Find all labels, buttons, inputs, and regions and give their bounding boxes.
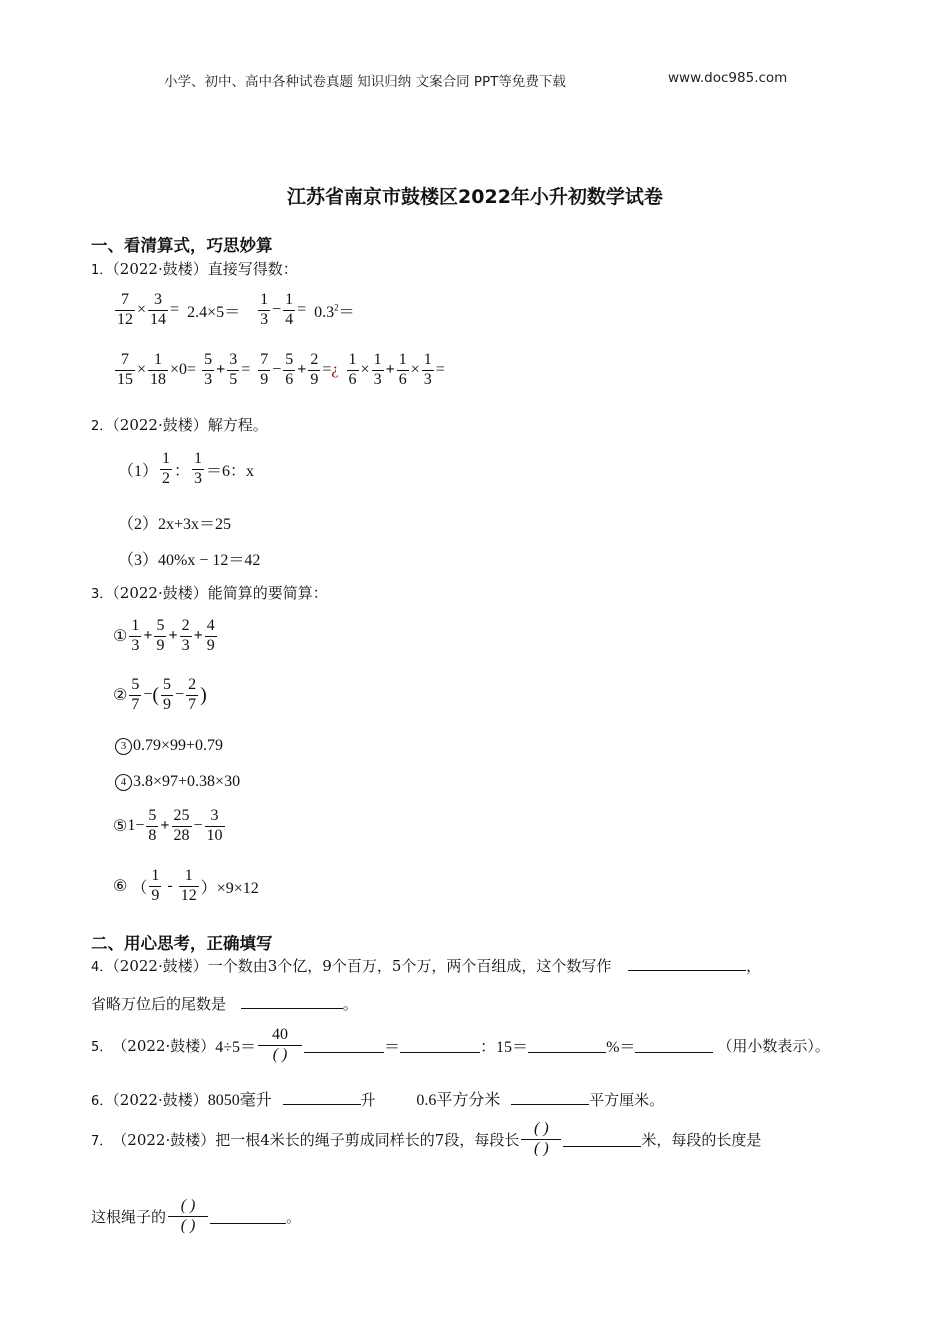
minus-sign: − [193,817,203,835]
question-text: 一个数由3个亿，9个百万，5个万，两个百组成，这个数写作 [207,957,612,975]
fraction: $\frac{3}{14}$ [150,291,167,328]
times-sign: × [137,361,147,379]
punctuation: ， [746,957,762,975]
question-3-prompt [91,582,328,603]
question-7 [91,1121,761,1158]
question-number: 2． [91,419,113,434]
item-marker: ⑥ [113,878,128,896]
fraction: $\frac{7}{9}$ [260,351,269,388]
error-glyph: ¿ [331,361,339,379]
fraction: $\frac{5}{8}$ [148,807,157,844]
question-text: 直接写得数： [207,260,298,278]
ratio-colon: ： [174,462,191,480]
fraction: $\frac{1}{3}$ [131,617,140,654]
expression: 4÷5＝ [215,1038,257,1056]
question-number: 7． [91,1133,113,1149]
fraction: $\frac{5}{3}$ [204,351,213,388]
expression: 2.4×5＝ [187,303,241,321]
expression: %＝ [606,1038,636,1056]
punctuation: 。 [342,995,358,1013]
item-marker: ① [113,628,128,646]
item-marker: ② [113,687,128,705]
question-text: 省略万位后的尾数是 [91,995,227,1013]
fraction: $\frac{1}{12}$ [180,867,197,904]
answer-blank[interactable] [528,1038,606,1053]
question-4 [91,955,761,976]
fraction: $\frac{1}{3}$ [194,450,203,487]
question-7-line-2 [91,1198,301,1235]
fraction: $\frac{2}{9}$ [310,351,319,388]
expression: 0.79×99+0.79 [133,737,224,754]
minus-sign: − [135,817,145,835]
fraction: $\frac{2}{3}$ [181,617,190,654]
question-tag: （2022·鼓楼） [112,416,208,434]
fraction: $\frac{1}{6}$ [348,351,357,388]
fraction: $\frac{5}{6}$ [285,351,294,388]
expression: 8050毫升 [207,1092,272,1109]
question-tag: （2022·鼓楼） [112,260,208,278]
question-1-prompt [91,258,298,279]
fraction: $\frac{1}{18}$ [150,351,167,388]
fraction: $\frac{5}{9}$ [156,617,165,654]
q3-item-4 [115,773,240,791]
left-paren: （ [131,879,148,897]
fraction: $\frac{7}{12}$ [117,291,133,328]
answer-blank[interactable] [563,1132,641,1147]
fraction: $\frac{1}{3}$ [373,351,382,388]
question-4-line-2 [91,993,358,1014]
punctuation: 。 [286,1207,302,1226]
fraction: $\frac{1}{3}$ [423,351,432,388]
question-text: 解方程。 [207,416,268,434]
fraction: $\frac{( )}{( )}$ [168,1198,208,1235]
fraction: $\frac{4}{9}$ [206,617,215,654]
unit: 升 [360,1091,376,1109]
fraction: $\frac{7}{15}$ [117,351,133,388]
item-marker: 4 [115,774,132,791]
equals-sign: ＝ [384,1038,401,1056]
question-text: 米，每段的长度是 [641,1130,762,1149]
answer-blank[interactable] [628,956,746,971]
equals-sign: = [322,361,332,379]
fraction: $\frac{( )}{( )}$ [521,1121,561,1158]
section-heading-1: 一、看清算式，巧思妙算 [91,236,273,255]
expression: ：15＝ [480,1038,529,1056]
fraction: $\frac{1}{2}$ [162,450,171,487]
part-label: （1） [118,462,159,480]
answer-blank[interactable] [241,994,343,1009]
answer-blank[interactable] [635,1038,713,1053]
expression: 3.8×97+0.38×30 [133,773,241,790]
minus-sign: − [272,361,282,379]
question-tag: （2022·鼓楼） [112,1091,208,1109]
question-text: 能简算的要简算： [207,584,328,602]
fraction: $\frac{1}{6}$ [398,351,407,388]
question-text: 把一根4米长的绳子剪成同样长的7段，每段长 [215,1130,520,1149]
q3-item-1 [113,618,219,655]
q2-part-3: （3）40%x − 12＝42 [118,552,261,569]
question-text: （用小数表示）。 [717,1036,830,1055]
question-number: 1． [91,263,113,278]
minus-sign: − [272,301,282,319]
question-tag: （2022·鼓楼） [112,1036,216,1055]
answer-blank[interactable] [210,1209,286,1224]
times-sign: × [137,301,147,319]
plus-sign: + [143,627,153,645]
plus-sign: + [193,627,203,645]
expression: ）×9×12 [200,879,259,897]
q3-item-6 [113,868,259,905]
question-number: 6． [91,1094,113,1109]
page-title: 江苏省南京市鼓楼区2022年小升初数学试卷 [287,186,663,208]
fraction: $\frac{2}{7}$ [188,676,197,713]
header-text: 小学、初中、高中各种试卷真题 知识归纳 文案合同 PPT等免费下载 [164,74,566,90]
question-6 [91,1087,664,1110]
answer-blank[interactable] [304,1038,384,1053]
expression: 0.6平方分米 [416,1092,501,1109]
fraction: $\frac{3}{5}$ [229,351,238,388]
right-paren: ) [200,683,207,706]
plus-sign: + [216,361,226,379]
question-tag: （2022·鼓楼） [112,1130,216,1149]
expression: $0.3^2=$ [314,302,355,321]
question-tag: （2022·鼓楼） [112,957,208,975]
fraction: $\frac{25}{28}$ [173,807,190,844]
fraction: $\frac{5}{9}$ [163,676,172,713]
unit: 平方厘米。 [589,1091,665,1109]
question-number: 4． [91,960,113,975]
expression: 1 [127,817,136,835]
header-url[interactable]: www.doc985.com [668,70,788,86]
fraction: $\frac{1}{9}$ [151,867,160,904]
plus-sign: + [160,817,170,835]
answer-blank[interactable] [283,1090,361,1105]
item-marker: 3 [115,738,132,755]
expression: ＝6：x [206,462,255,480]
fraction: $\frac{1}{3}$ [260,291,269,328]
question-tag: （2022·鼓楼） [112,584,208,602]
fraction: $\frac{40}{( )}$ [258,1027,302,1064]
fraction: $\frac{5}{7}$ [131,676,140,713]
question-5 [91,1027,830,1064]
question-text: 这根绳子的 [91,1207,167,1226]
question-number: 3． [91,587,113,602]
q3-item-2 [113,677,207,714]
equals-sign: = [241,361,251,379]
equals-sign: = [170,301,180,319]
q2-part-2: （2）2x+3x＝25 [118,516,232,533]
times-sign: × [410,361,420,379]
minus-sign: − [143,686,153,704]
answer-blank[interactable] [400,1038,480,1053]
q2-part-1 [118,451,254,488]
answer-blank[interactable] [511,1090,589,1105]
question-number: 5． [91,1039,113,1055]
minus-sign: − [175,686,185,704]
item-marker: ⑤ [113,818,128,836]
plus-sign: + [297,361,307,379]
minus-sign: - [167,877,173,895]
q1-row-2 [113,352,445,389]
fraction: $\frac{3}{10}$ [206,807,223,844]
equals-sign: = [435,361,445,379]
expression: ×0= [170,361,197,379]
q3-item-3 [115,737,223,755]
q3-item-5 [113,808,227,845]
section-heading-2: 二、用心思考，正确填写 [91,934,273,953]
plus-sign: + [168,627,178,645]
equals-sign: = [297,301,307,319]
q1-row-1 [113,292,355,329]
plus-sign: + [385,361,395,379]
fraction: $\frac{1}{4}$ [285,291,294,328]
question-2-prompt [91,414,268,435]
left-paren: ( [152,683,160,706]
times-sign: × [360,361,370,379]
